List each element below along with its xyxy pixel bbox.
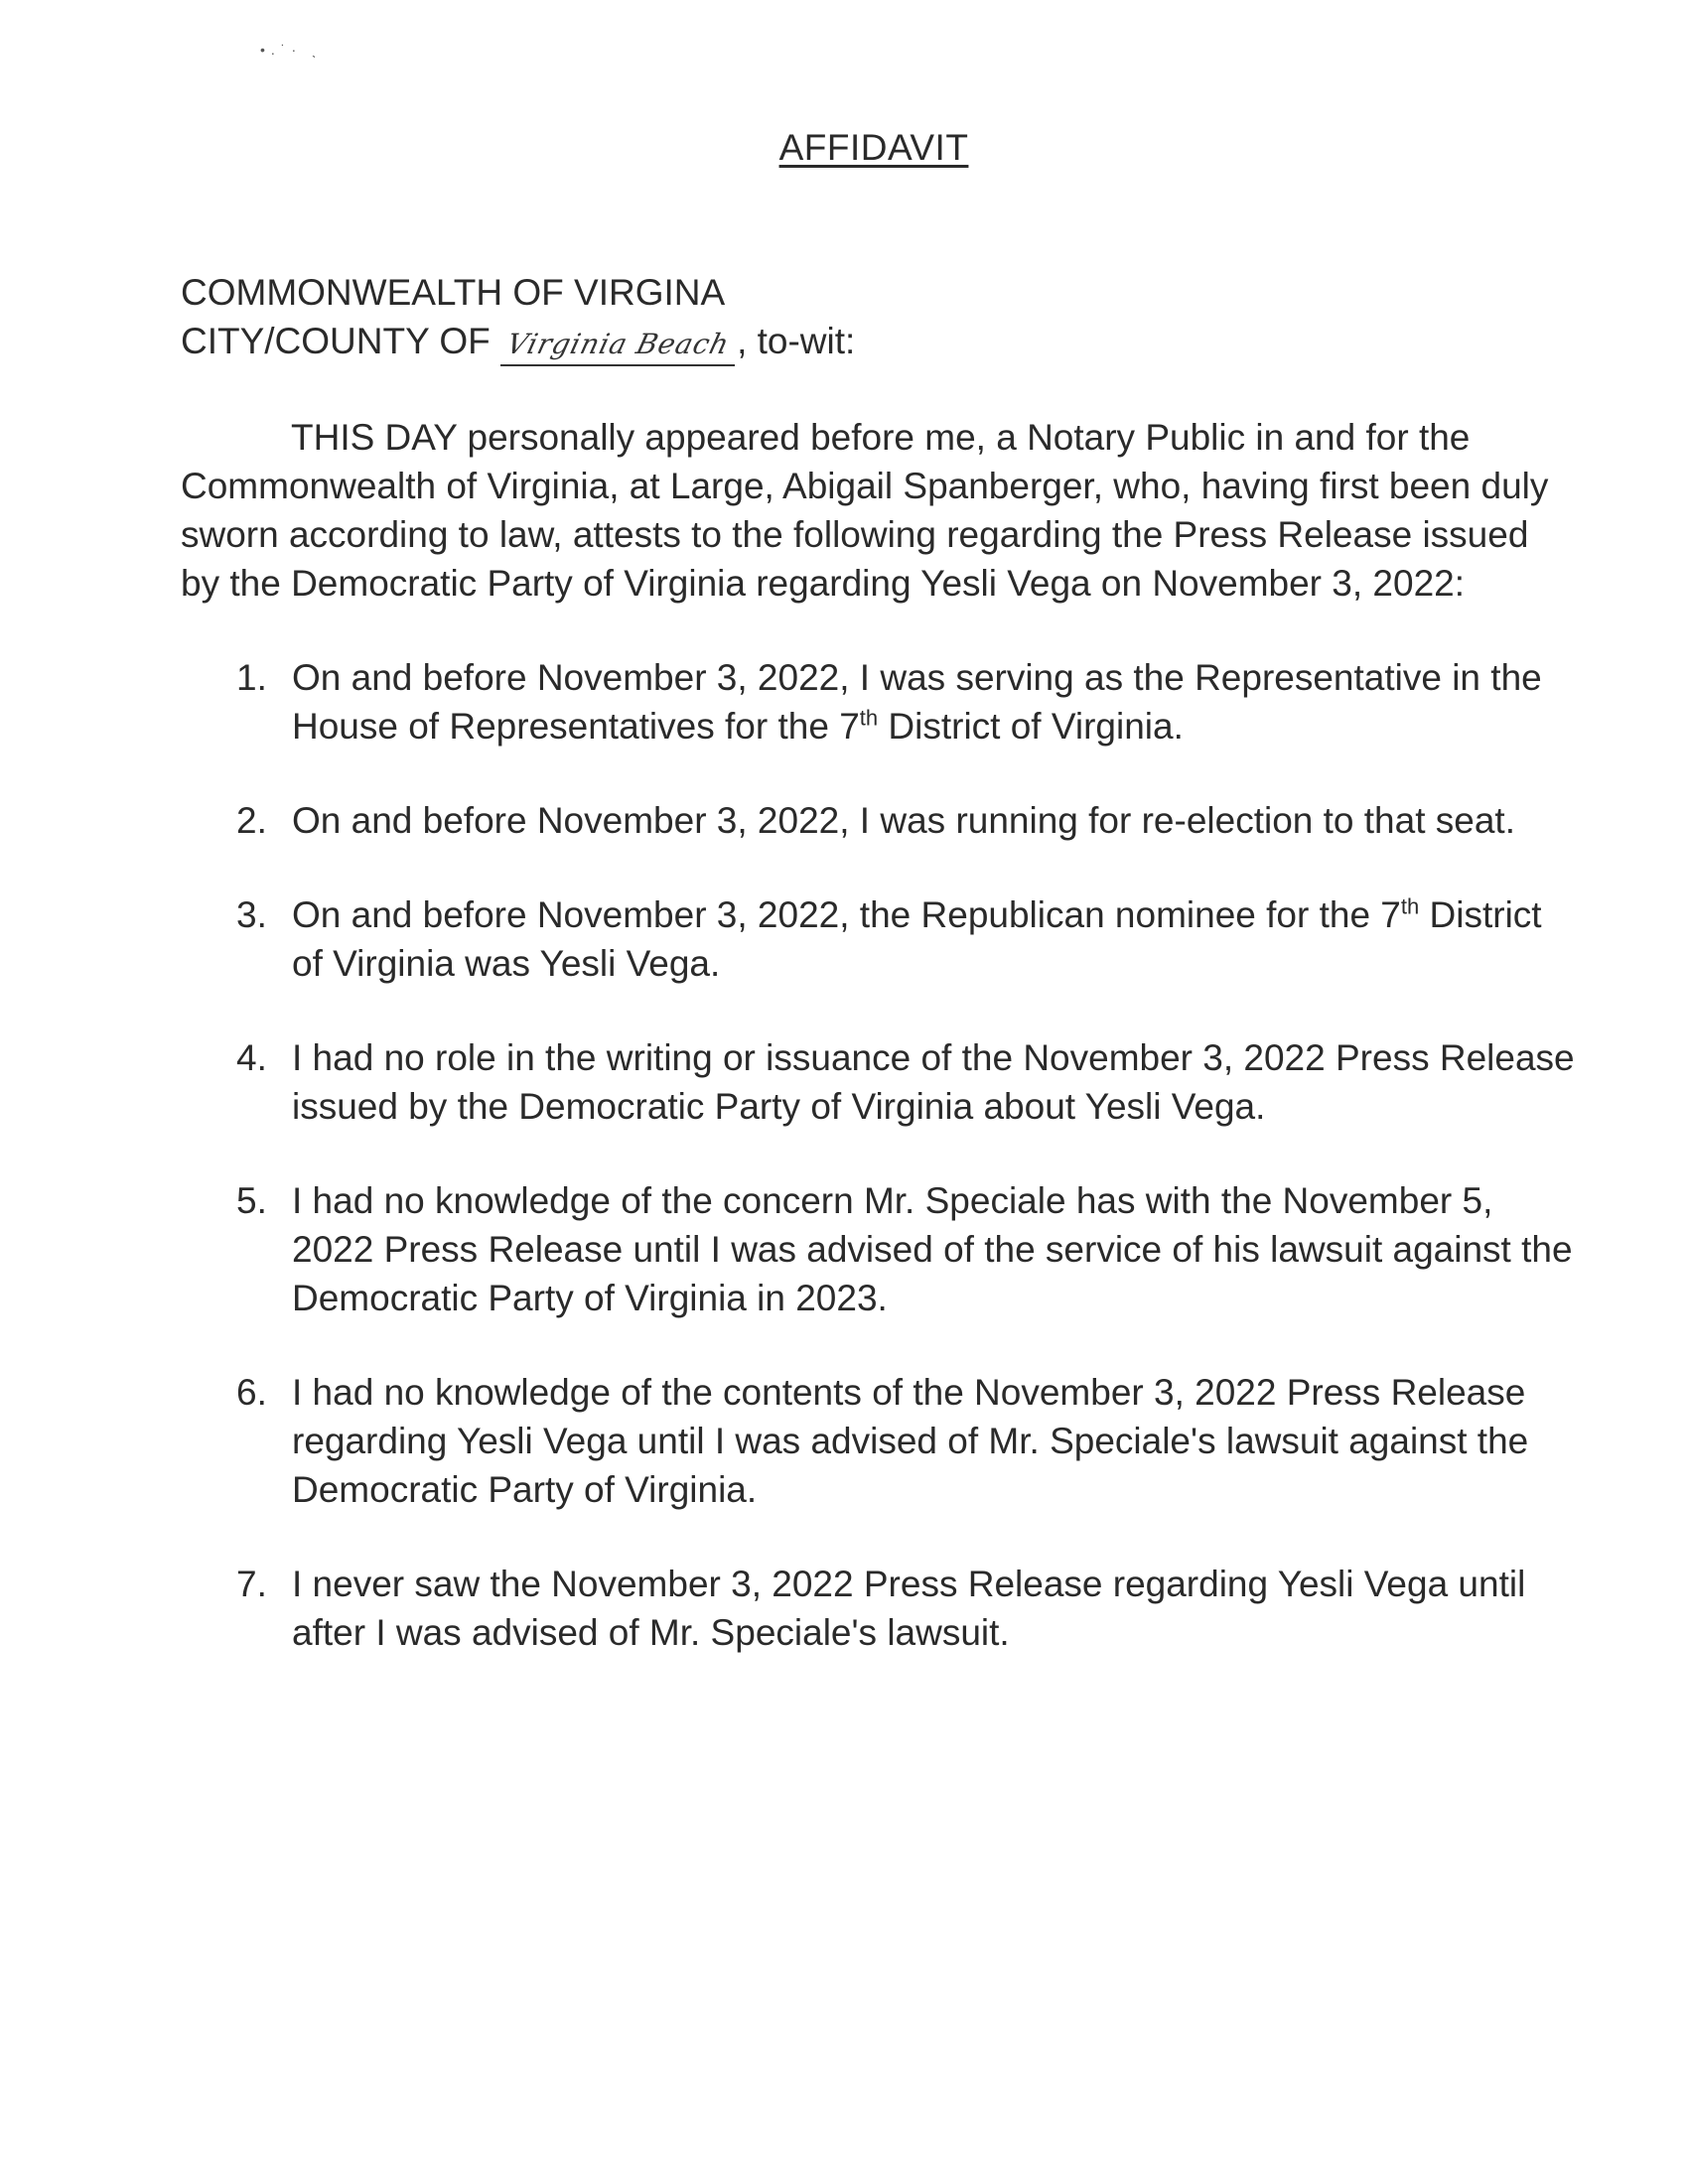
item-number: 6. [236,1372,267,1413]
intro-text: THIS DAY personally appeared before me, a Notary Public in and for the Commonwealth of Virginia, at Large, Abigail Spanberger, who, having first been duly sworn according to law, attests to the following regarding the Press Release issued by the Democratic Party of Virginia regarding Yesli Vega on November 3, 2022: [181,417,1549,604]
scan-artifact: •.˙· ˎ [260,42,323,58]
list-item [228,1560,1579,1657]
attestation-list [228,653,1579,1703]
item-text: On and before November 3, 2022, I was serving as the Representative in the House of Representatives for the 7th District of Virginia. [292,657,1542,747]
item-text: I had no knowledge of the contents of the November 3, 2022 Press Release regarding Yesli Vega until I was advised of Mr. Speciale's lawsuit against the Democratic Party of Virginia. [292,1372,1529,1510]
item-number: 2. [236,800,267,841]
intro-paragraph [181,413,1571,608]
list-item [228,653,1579,751]
document-title: AFFIDAVIT [778,127,969,168]
item-text: On and before November 3, 2022, the Republican nominee for the 7th District of Virginia was Yesli Vega. [292,893,1542,984]
venue-city-prefix: CITY/COUNTY OF [181,321,501,361]
item-text: On and before November 3, 2022, I was running for re-election to that seat. [292,800,1515,841]
list-item [228,1368,1579,1514]
item-number: 7. [236,1564,267,1604]
handwritten-city: Virginia Beach [502,328,733,360]
list-item [228,796,1579,845]
item-text: I had no role in the writing or issuance of the November 3, 2022 Press Release issued by the Democratic Party of Virginia about Yesli Vega. [292,1037,1575,1127]
item-number: 1. [236,657,267,698]
venue-block [181,268,855,366]
handwritten-city-field [500,322,735,366]
item-number: 5. [236,1180,267,1221]
venue-city-suffix: , to-wit: [737,321,856,361]
list-item [228,1033,1579,1131]
venue-state: COMMONWEALTH OF VIRGINA [181,272,726,313]
venue-city-line [181,317,855,366]
item-number: 4. [236,1037,267,1078]
item-text: I had no knowledge of the concern Mr. Speciale has with the November 5, 2022 Press Release until I was advised of the service of his lawsuit against the Democratic Party of Virginia in 2023. [292,1180,1573,1318]
item-text: I never saw the November 3, 2022 Press Release regarding Yesli Vega until after I was advised of Mr. Speciale's lawsuit. [292,1564,1526,1653]
item-number: 3. [236,894,267,935]
list-item [228,890,1579,988]
list-item [228,1176,1579,1322]
